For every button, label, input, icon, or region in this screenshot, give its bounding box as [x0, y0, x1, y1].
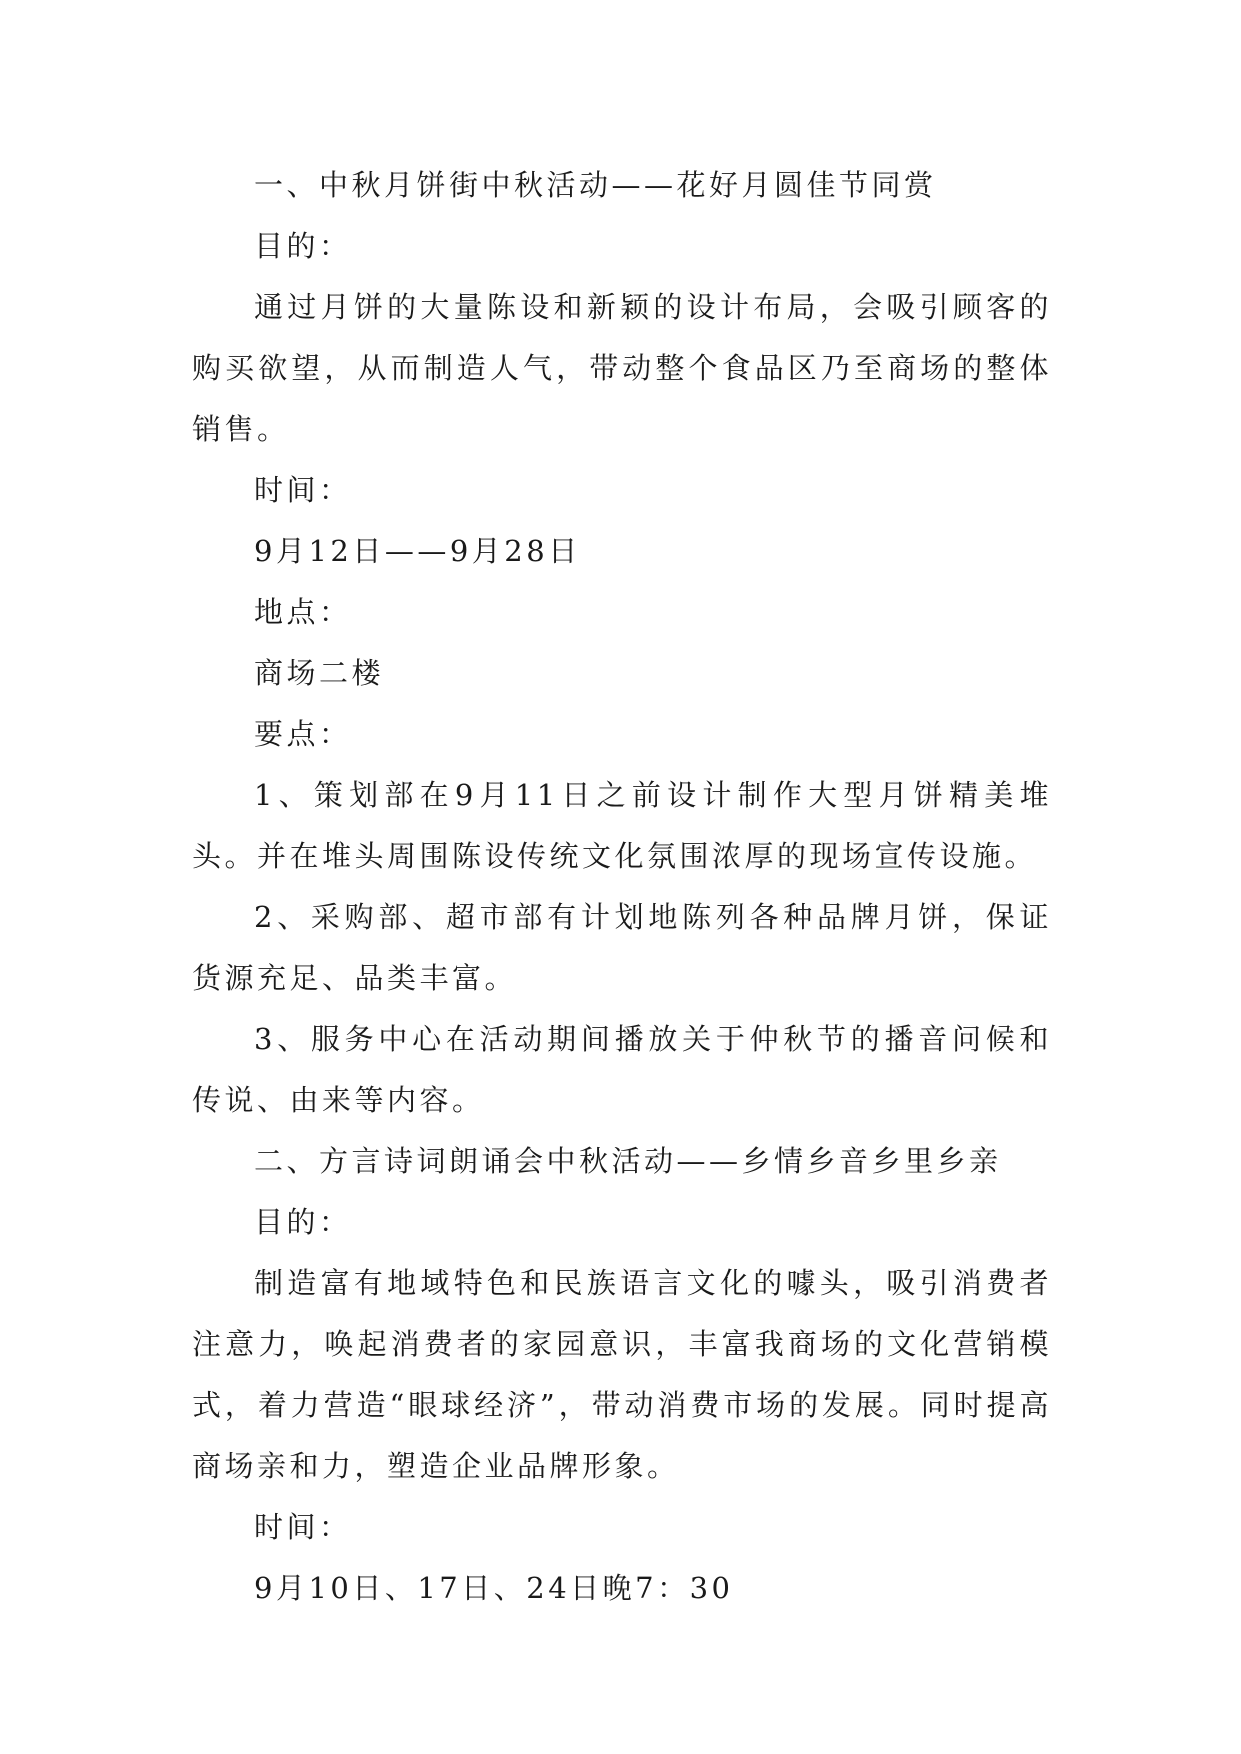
body-paragraph: 通过月饼的大量陈设和新颖的设计布局，会吸引顾客的购买欲望，从而制造人气，带动整个食品区乃至商场的整体销售。 — [192, 290, 1052, 446]
section-heading-2: 二、方言诗词朗诵会中秋活动——乡情乡音乡里乡亲 — [254, 1144, 1002, 1178]
time-value: 9月10日、17日、24日晚7：30 — [254, 1571, 734, 1605]
key-point-item: 1、策划部在9月11日之前设计制作大型月饼精美堆头。并在堆头周围陈设传统文化氛围浓厚的现场宣传设施。 — [192, 778, 1052, 873]
label-time: 时间： — [254, 473, 352, 507]
section-heading-1: 一、中秋月饼街中秋活动——花好月圆佳节同赏 — [254, 168, 937, 202]
document-body — [192, 155, 1052, 1619]
label-key-points: 要点： — [254, 717, 352, 751]
label-purpose: 目的： — [254, 1205, 352, 1239]
key-point-item: 2、采购部、超市部有计划地陈列各种品牌月饼，保证货源充足、品类丰富。 — [192, 900, 1052, 995]
body-paragraph: 制造富有地域特色和民族语言文化的噱头，吸引消费者注意力，唤起消费者的家园意识，丰富我商场的文化营销模式，着力营造“眼球经济”，带动消费市场的发展。同时提高商场亲和力，塑造企业品牌形象。 — [192, 1266, 1052, 1483]
label-purpose: 目的： — [254, 229, 352, 263]
location-value: 商场二楼 — [254, 656, 385, 690]
label-time: 时间： — [254, 1510, 352, 1544]
label-location: 地点： — [254, 595, 352, 629]
time-value: 9月12日——9月28日 — [254, 534, 581, 568]
key-point-item: 3、服务中心在活动期间播放关于仲秋节的播音问候和传说、由来等内容。 — [192, 1022, 1052, 1117]
